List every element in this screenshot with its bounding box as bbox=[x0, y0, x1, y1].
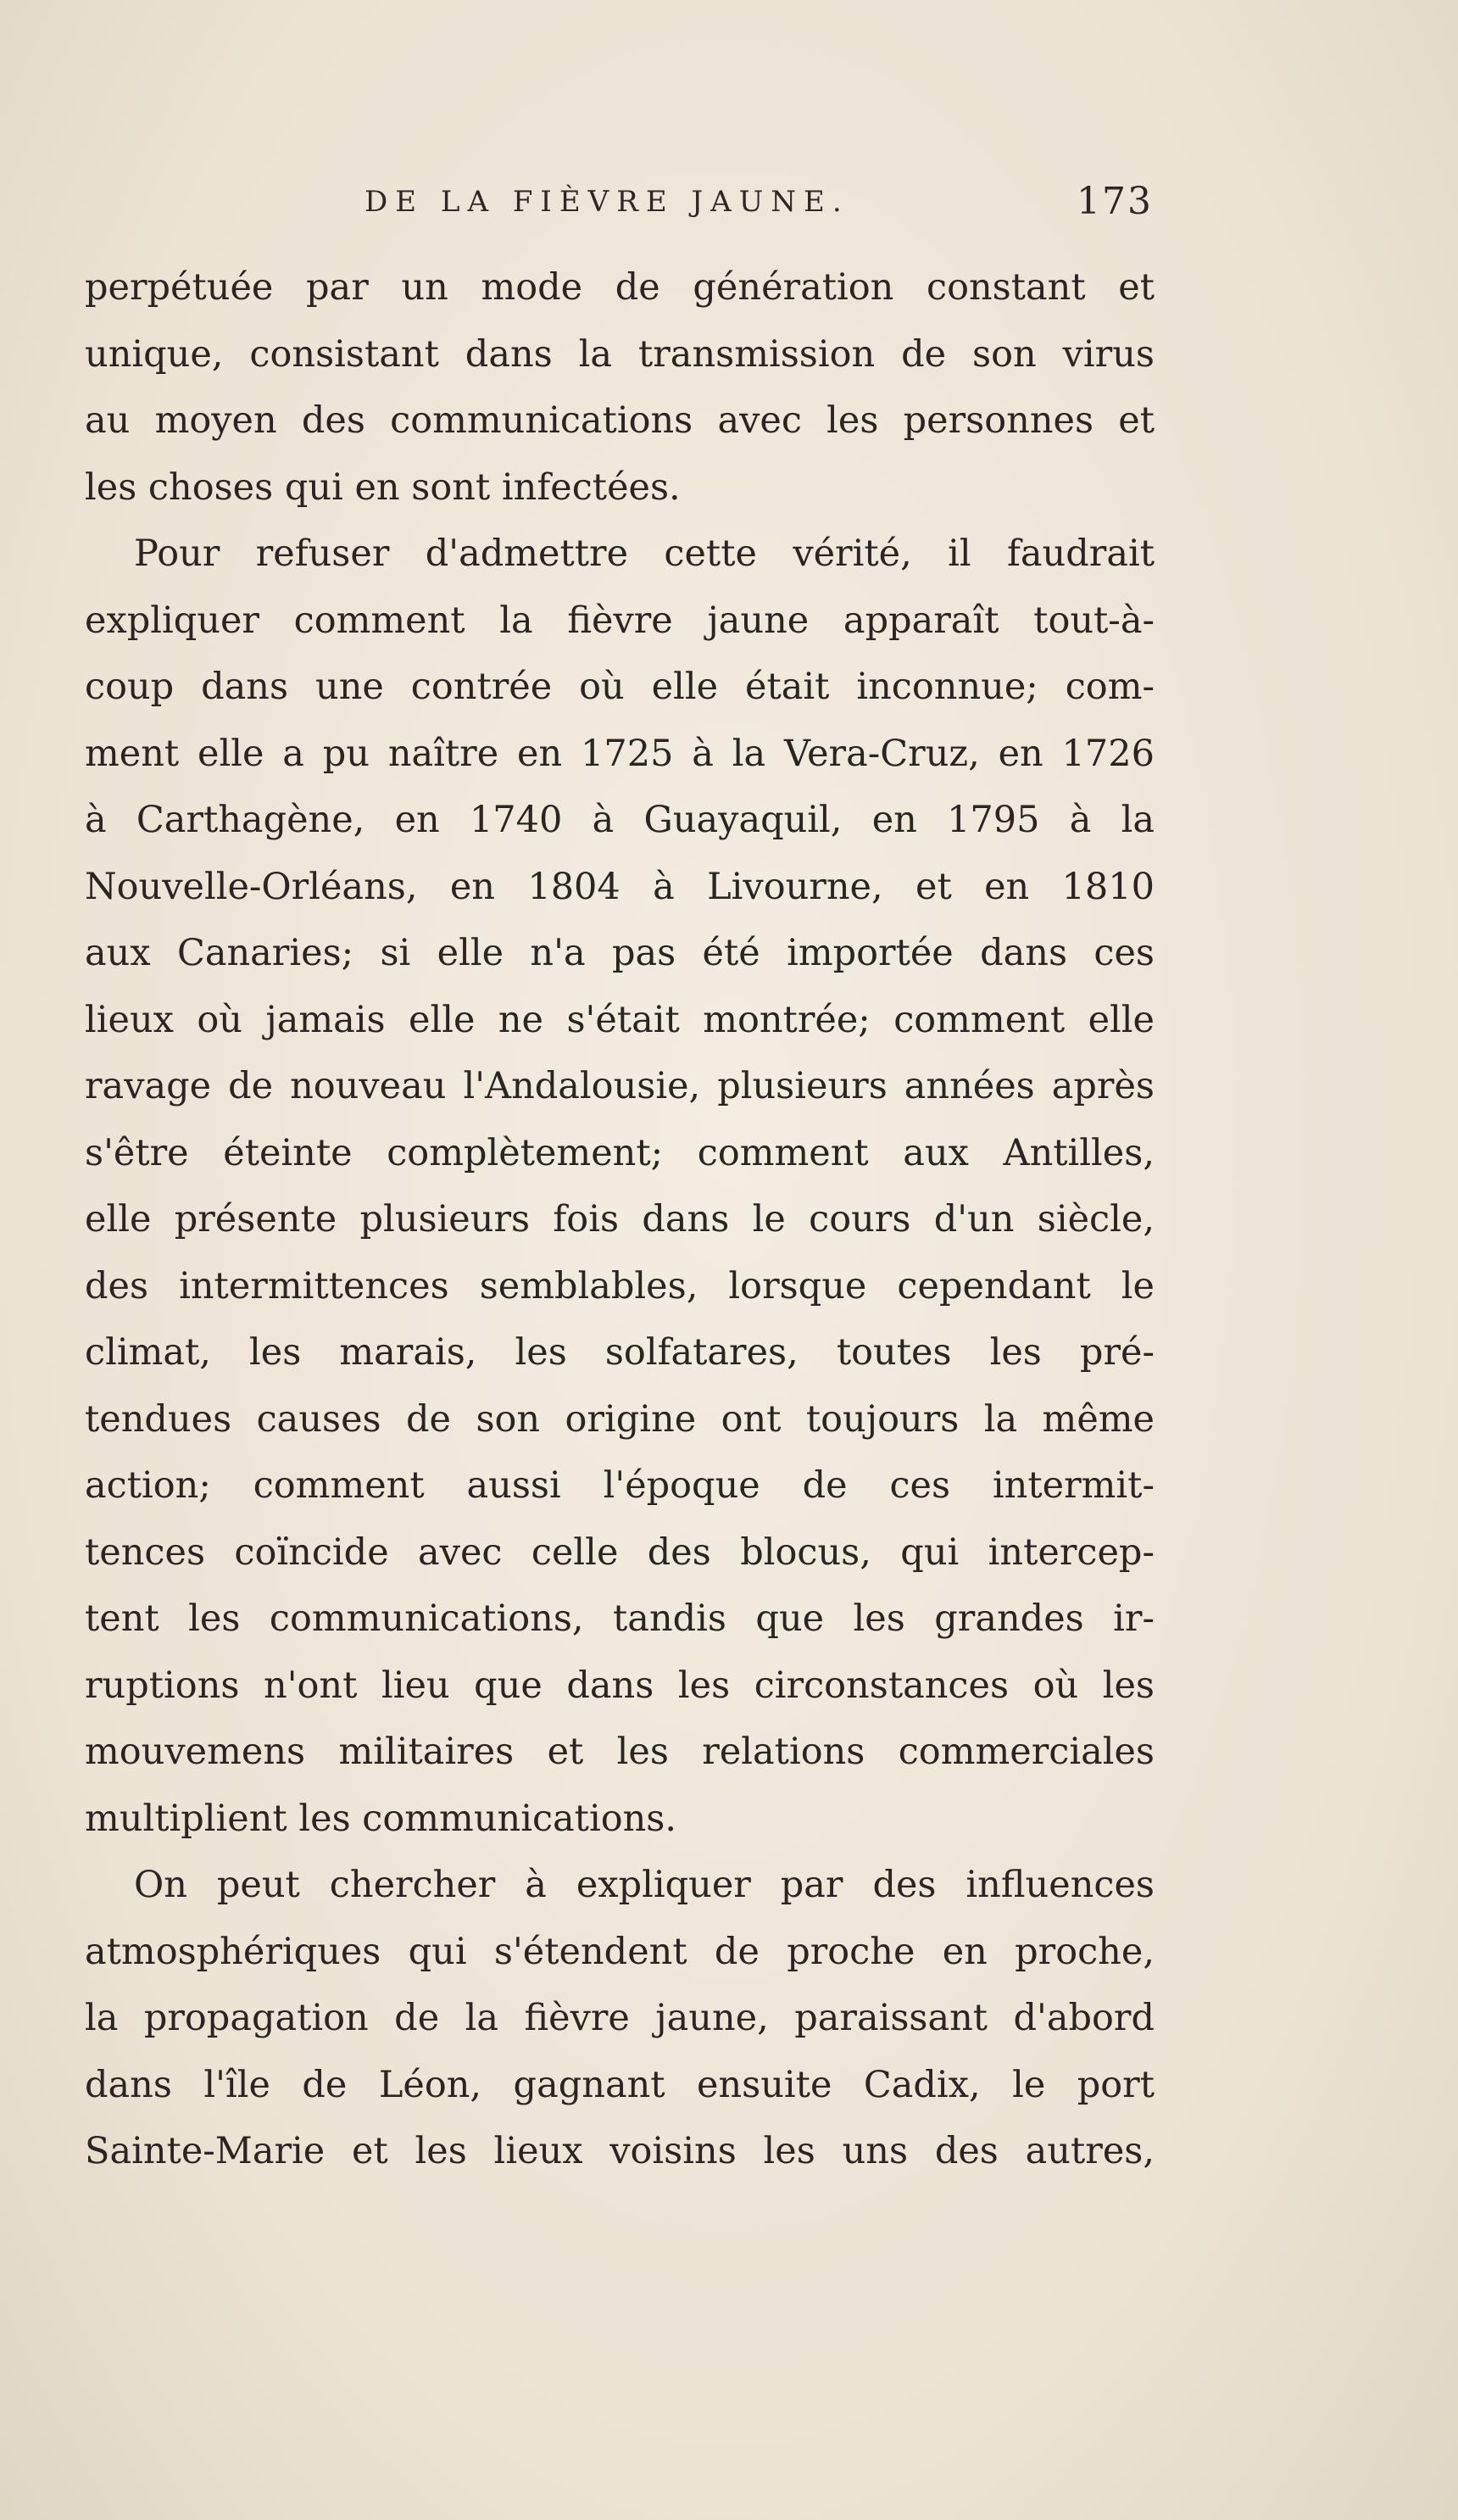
text-line: tendues causes de son origine ont toujours la même bbox=[85, 1397, 1155, 1441]
text-line: climat, les marais, les solfatares, toutes les pré- bbox=[85, 1331, 1155, 1374]
text-line: ment elle a pu naître en 1725 à la Vera-Cruz, en 1726 bbox=[85, 732, 1155, 775]
page-header bbox=[85, 180, 1153, 236]
running-title: DE LA FIÈVRE JAUNE. bbox=[364, 185, 849, 219]
text-line: unique, consistant dans la transmission de son virus bbox=[85, 332, 1155, 376]
text-line: mouvemens militaires et les relations commerciales bbox=[85, 1731, 1155, 1773]
text-line: tences coïncide avec celle des blocus, qui intercep- bbox=[85, 1530, 1155, 1574]
text-line: perpétuée par un mode de génération constant et bbox=[85, 266, 1155, 309]
text-line: tent les communications, tandis que les grandes ir- bbox=[85, 1597, 1155, 1640]
text-line: la propagation de la fièvre jaune, paraissant d'abord bbox=[85, 1997, 1155, 2039]
text-line: action; comment aussi l'époque de ces intermit- bbox=[85, 1464, 1155, 1507]
paragraph-first-line: Pour refuser d'admettre cette vérité, il faudrait bbox=[134, 532, 1155, 575]
text-line: à Carthagène, en 1740 à Guayaquil, en 1795 à la bbox=[85, 799, 1155, 841]
text-line: ruptions n'ont lieu que dans les circonstances où les bbox=[85, 1664, 1155, 1707]
text-line: ravage de nouveau l'Andalousie, plusieurs années après bbox=[85, 1065, 1155, 1107]
text-line: aux Canaries; si elle n'a pas été importée dans ces bbox=[85, 932, 1155, 974]
text-line: Sainte-Marie et les lieux voisins les uns des autres, bbox=[85, 2130, 1155, 2172]
page-number: 173 bbox=[1077, 180, 1153, 223]
text-line: dans l'île de Léon, gagnant ensuite Cadix, le port bbox=[85, 2063, 1155, 2106]
paragraph-last-line: multiplient les communications. bbox=[85, 1797, 677, 1840]
text-line: expliquer comment la fièvre jaune apparaît tout-à- bbox=[85, 599, 1155, 642]
text-line: lieux où jamais elle ne s'était montrée; comment elle bbox=[85, 998, 1155, 1041]
paragraph-last-line: les choses qui en sont infectées. bbox=[85, 466, 681, 509]
text-line: elle présente plusieurs fois dans le cours d'un siècle, bbox=[85, 1198, 1155, 1240]
body-text bbox=[85, 254, 1155, 2185]
text-line: atmosphériques qui s'étendent de proche en proche, bbox=[85, 1930, 1155, 1973]
text-line: des intermittences semblables, lorsque cependant le bbox=[85, 1264, 1155, 1307]
text-line: s'être éteinte complètement; comment aux Antilles, bbox=[85, 1131, 1155, 1174]
text-line: Nouvelle-Orléans, en 1804 à Livourne, et en 1810 bbox=[85, 865, 1155, 908]
text-line: au moyen des communications avec les personnes et bbox=[85, 399, 1155, 442]
text-line: coup dans une contrée où elle était inconnue; com- bbox=[85, 666, 1155, 708]
paragraph-first-line: On peut chercher à expliquer par des influences bbox=[134, 1864, 1155, 1906]
